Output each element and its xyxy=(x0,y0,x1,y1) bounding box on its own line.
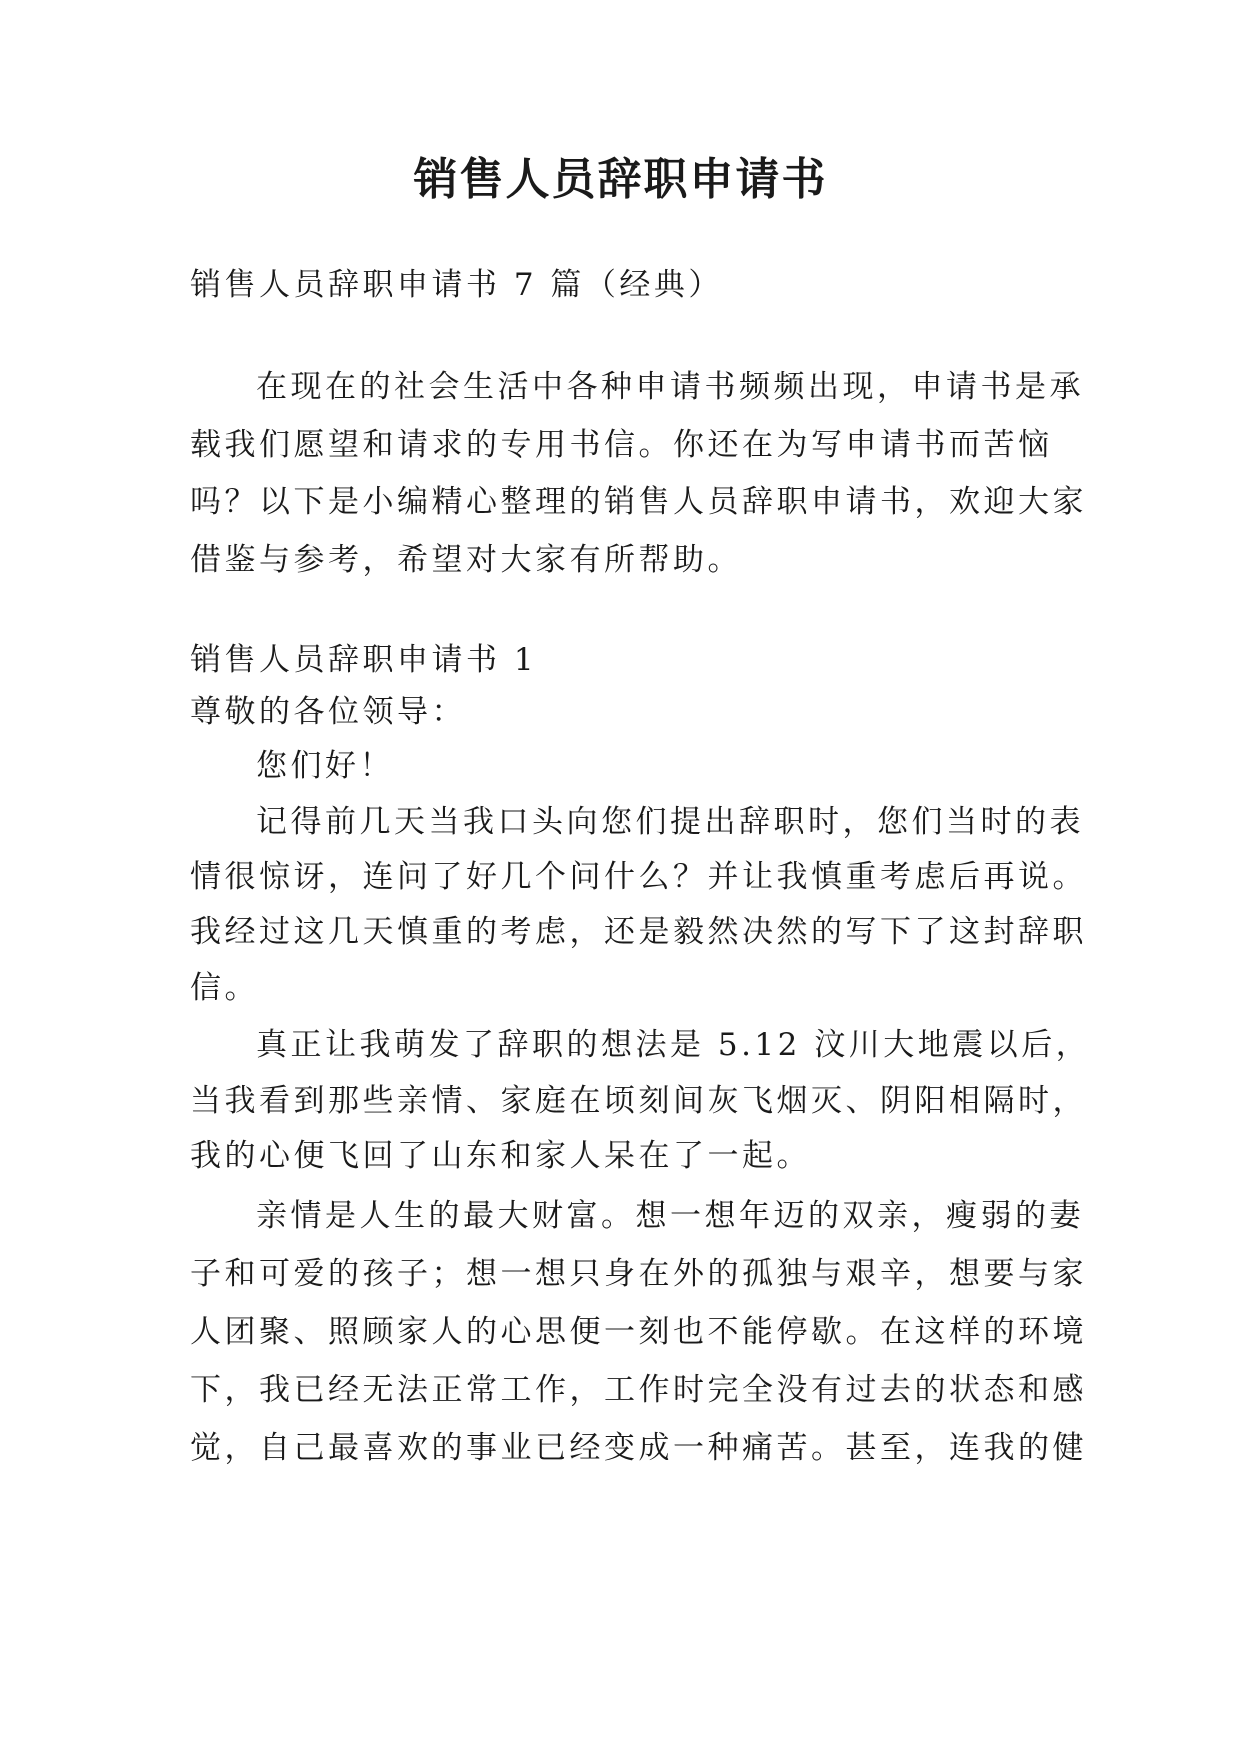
paragraph-line: 下，我已经无法正常工作，工作时完全没有过去的状态和感 xyxy=(190,1372,1087,1408)
intro-line: 在现在的社会生活中各种申请书频频出现，申请书是承 xyxy=(256,369,1084,405)
greeting: 您们好！ xyxy=(256,748,394,784)
intro-line: 吗？以下是小编精心整理的销售人员辞职申请书，欢迎大家 xyxy=(190,484,1087,520)
salutation: 尊敬的各位领导： xyxy=(190,694,466,730)
paragraph-line: 记得前几天当我口头向您们提出辞职时，您们当时的表 xyxy=(256,804,1084,840)
intro-line: 借鉴与参考，希望对大家有所帮助。 xyxy=(190,542,742,578)
document-subtitle: 销售人员辞职申请书 7 篇（经典） xyxy=(190,267,723,303)
document-title: 销售人员辞职申请书 xyxy=(413,154,828,205)
paragraph-line: 当我看到那些亲情、家庭在顷刻间灰飞烟灭、阴阳相隔时， xyxy=(190,1083,1087,1119)
paragraph-line: 人团聚、照顾家人的心思便一刻也不能停歇。在这样的环境 xyxy=(190,1314,1087,1350)
section-heading: 销售人员辞职申请书 1 xyxy=(190,642,538,678)
paragraph-line: 亲情是人生的最大财富。想一想年迈的双亲，瘦弱的妻 xyxy=(256,1198,1084,1234)
paragraph-line: 情很惊讶，连问了好几个问什么？并让我慎重考虑后再说。 xyxy=(190,859,1087,895)
paragraph-line: 子和可爱的孩子；想一想只身在外的孤独与艰辛，想要与家 xyxy=(190,1256,1087,1292)
paragraph-line: 觉，自己最喜欢的事业已经变成一种痛苦。甚至，连我的健 xyxy=(190,1430,1087,1466)
paragraph-line: 信。 xyxy=(190,970,259,1006)
paragraph-line: 我经过这几天慎重的考虑，还是毅然决然的写下了这封辞职 xyxy=(190,914,1087,950)
intro-line: 载我们愿望和请求的专用书信。你还在为写申请书而苦恼 xyxy=(190,427,1053,463)
paragraph-line: 真正让我萌发了辞职的想法是 5.12 汶川大地震以后， xyxy=(256,1027,1091,1063)
paragraph-line: 我的心便飞回了山东和家人呆在了一起。 xyxy=(190,1138,811,1174)
